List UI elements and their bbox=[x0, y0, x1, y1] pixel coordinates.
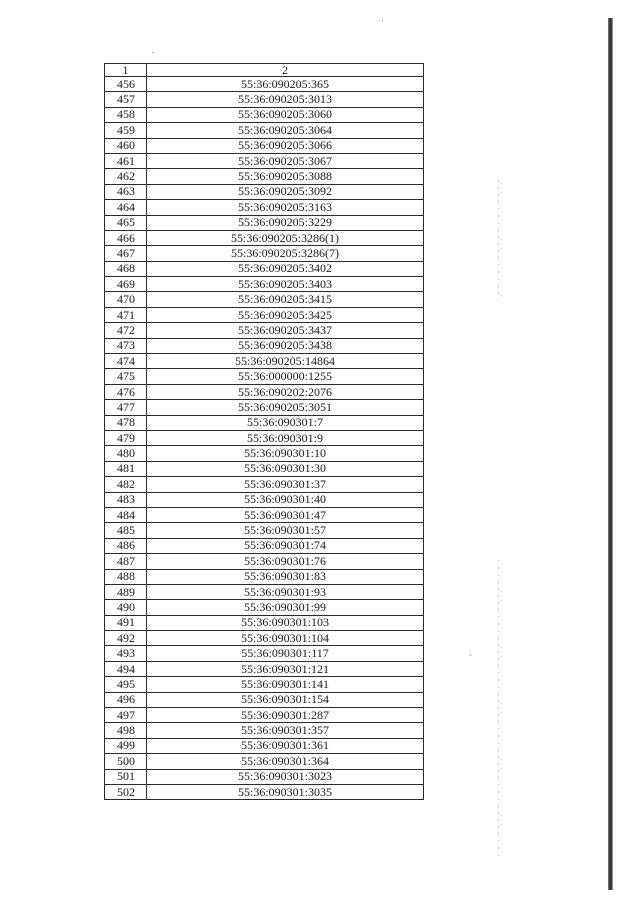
table-row bbox=[105, 461, 424, 476]
table-row bbox=[105, 677, 424, 692]
table-row bbox=[105, 77, 424, 92]
row-index-cell: 495 bbox=[105, 677, 147, 692]
cadastral-number-cell: 55:36:090301:40 bbox=[147, 492, 424, 507]
table-row bbox=[105, 708, 424, 723]
row-index-cell: 473 bbox=[105, 338, 147, 353]
cadastral-number-cell: 55:36:090301:30 bbox=[147, 461, 424, 476]
row-index-cell: 480 bbox=[105, 446, 147, 461]
row-index-cell: 497 bbox=[105, 708, 147, 723]
row-index-cell: 486 bbox=[105, 538, 147, 553]
table-row bbox=[105, 584, 424, 599]
row-index-cell: 465 bbox=[105, 215, 147, 230]
row-index-cell: 467 bbox=[105, 246, 147, 261]
table-row bbox=[105, 400, 424, 415]
table-row bbox=[105, 477, 424, 492]
cadastral-number-cell: 55:36:090205:14864 bbox=[147, 354, 424, 369]
table-row bbox=[105, 692, 424, 707]
table-row bbox=[105, 538, 424, 553]
table-row bbox=[105, 292, 424, 307]
table-body bbox=[105, 77, 424, 800]
cadastral-number-cell: 55:36:090301:9 bbox=[147, 430, 424, 445]
cadastral-number-cell: 55:36:090205:3286(7) bbox=[147, 246, 424, 261]
row-index-cell: 459 bbox=[105, 123, 147, 138]
table-row bbox=[105, 230, 424, 245]
row-index-cell: 496 bbox=[105, 692, 147, 707]
cadastral-number-cell: 55:36:090301:7 bbox=[147, 415, 424, 430]
row-index-cell: 474 bbox=[105, 354, 147, 369]
row-index-cell: 456 bbox=[105, 77, 147, 92]
cadastral-number-cell: 55:36:090301:10 bbox=[147, 446, 424, 461]
table-row bbox=[105, 323, 424, 338]
table-row bbox=[105, 507, 424, 522]
row-index-cell: 498 bbox=[105, 723, 147, 738]
cadastral-number-cell: 55:36:090301:74 bbox=[147, 538, 424, 553]
scan-artifact-line bbox=[498, 560, 499, 860]
row-index-cell: 502 bbox=[105, 784, 147, 799]
row-index-cell: 482 bbox=[105, 477, 147, 492]
scan-speck bbox=[152, 52, 153, 53]
cadastral-number-cell: 55:36:090301:141 bbox=[147, 677, 424, 692]
column-header-number: 2 bbox=[147, 64, 424, 77]
table-row bbox=[105, 554, 424, 569]
cadastral-number-cell: 55:36:090205:3060 bbox=[147, 107, 424, 122]
cadastral-number-cell: 55:36:090205:3163 bbox=[147, 200, 424, 215]
cadastral-number-cell: 55:36:090301:47 bbox=[147, 507, 424, 522]
cadastral-number-cell: 55:36:090205:3438 bbox=[147, 338, 424, 353]
cadastral-number-cell: 55:36:090301:37 bbox=[147, 477, 424, 492]
cadastral-number-cell: 55:36:090205:365 bbox=[147, 77, 424, 92]
cadastral-number-cell: 55:36:090301:76 bbox=[147, 554, 424, 569]
table-row bbox=[105, 369, 424, 384]
cadastral-number-cell: 55:36:090205:3437 bbox=[147, 323, 424, 338]
row-index-cell: 476 bbox=[105, 384, 147, 399]
page-binding-edge bbox=[608, 18, 613, 890]
table-row bbox=[105, 430, 424, 445]
row-index-cell: 478 bbox=[105, 415, 147, 430]
table-row bbox=[105, 784, 424, 799]
row-index-cell: 469 bbox=[105, 277, 147, 292]
row-index-cell: 461 bbox=[105, 153, 147, 168]
cadastral-number-cell: 55:36:090205:3067 bbox=[147, 153, 424, 168]
cadastral-number-cell: 55:36:090205:3092 bbox=[147, 184, 424, 199]
cadastral-number-cell: 55:36:090205:3013 bbox=[147, 92, 424, 107]
row-index-cell: 491 bbox=[105, 615, 147, 630]
cadastral-number-cell: 55:36:090301:357 bbox=[147, 723, 424, 738]
table-row bbox=[105, 631, 424, 646]
cadastral-number-cell: 55:36:090301:93 bbox=[147, 584, 424, 599]
row-index-cell: 460 bbox=[105, 138, 147, 153]
table-row bbox=[105, 723, 424, 738]
cadastral-number-cell: 55:36:090301:3035 bbox=[147, 784, 424, 799]
table-row bbox=[105, 754, 424, 769]
row-index-cell: 487 bbox=[105, 554, 147, 569]
scan-artifact-line bbox=[498, 180, 499, 300]
table-row bbox=[105, 215, 424, 230]
cadastral-number-cell: 55:36:090205:3229 bbox=[147, 215, 424, 230]
row-index-cell: 470 bbox=[105, 292, 147, 307]
row-index-cell: 462 bbox=[105, 169, 147, 184]
table-row bbox=[105, 615, 424, 630]
row-index-cell: 472 bbox=[105, 323, 147, 338]
row-index-cell: 493 bbox=[105, 646, 147, 661]
row-index-cell: 471 bbox=[105, 307, 147, 322]
row-index-cell: 494 bbox=[105, 661, 147, 676]
table-row bbox=[105, 246, 424, 261]
row-index-cell: 501 bbox=[105, 769, 147, 784]
cadastral-number-table bbox=[104, 63, 424, 800]
table-row bbox=[105, 261, 424, 276]
table-row bbox=[105, 600, 424, 615]
cadastral-number-cell: 55:36:090205:3402 bbox=[147, 261, 424, 276]
cadastral-number-cell: 55:36:090301:364 bbox=[147, 754, 424, 769]
cadastral-number-cell: 55:36:090205:3403 bbox=[147, 277, 424, 292]
table-row bbox=[105, 153, 424, 168]
cadastral-number-cell: 55:36:090301:83 bbox=[147, 569, 424, 584]
row-index-cell: 477 bbox=[105, 400, 147, 415]
row-index-cell: 490 bbox=[105, 600, 147, 615]
cadastral-number-cell: 55:36:090301:104 bbox=[147, 631, 424, 646]
table-row bbox=[105, 277, 424, 292]
cadastral-number-cell: 55:36:090205:3066 bbox=[147, 138, 424, 153]
table-row bbox=[105, 92, 424, 107]
row-index-cell: 458 bbox=[105, 107, 147, 122]
table-row bbox=[105, 200, 424, 215]
row-index-cell: 481 bbox=[105, 461, 147, 476]
cadastral-number-cell: 55:36:090205:3051 bbox=[147, 400, 424, 415]
cadastral-number-cell: 55:36:090301:57 bbox=[147, 523, 424, 538]
table-row bbox=[105, 107, 424, 122]
cadastral-number-cell: 55:36:090301:154 bbox=[147, 692, 424, 707]
table-row bbox=[105, 354, 424, 369]
cadastral-number-cell: 55:36:000000:1255 bbox=[147, 369, 424, 384]
row-index-cell: 468 bbox=[105, 261, 147, 276]
scan-speck bbox=[470, 655, 471, 656]
row-index-cell: 492 bbox=[105, 631, 147, 646]
cadastral-number-cell: 55:36:090205:3088 bbox=[147, 169, 424, 184]
table-row bbox=[105, 123, 424, 138]
cadastral-number-cell: 55:36:090205:3286(1) bbox=[147, 230, 424, 245]
table-row bbox=[105, 446, 424, 461]
row-index-cell: 466 bbox=[105, 230, 147, 245]
scan-speck bbox=[382, 20, 383, 21]
row-index-cell: 457 bbox=[105, 92, 147, 107]
row-index-cell: 499 bbox=[105, 738, 147, 753]
row-index-cell: 464 bbox=[105, 200, 147, 215]
cadastral-number-cell: 55:36:090205:3415 bbox=[147, 292, 424, 307]
cadastral-number-cell: 55:36:090202:2076 bbox=[147, 384, 424, 399]
table-row bbox=[105, 338, 424, 353]
cadastral-number-cell: 55:36:090205:3064 bbox=[147, 123, 424, 138]
table-row bbox=[105, 184, 424, 199]
cadastral-number-cell: 55:36:090301:361 bbox=[147, 738, 424, 753]
table-row bbox=[105, 661, 424, 676]
cadastral-number-cell: 55:36:090301:117 bbox=[147, 646, 424, 661]
table-row bbox=[105, 769, 424, 784]
row-index-cell: 483 bbox=[105, 492, 147, 507]
row-index-cell: 489 bbox=[105, 584, 147, 599]
table-row bbox=[105, 492, 424, 507]
cadastral-number-cell: 55:36:090301:3023 bbox=[147, 769, 424, 784]
table-row bbox=[105, 307, 424, 322]
cadastral-number-cell: 55:36:090301:99 bbox=[147, 600, 424, 615]
table-row bbox=[105, 138, 424, 153]
table-row bbox=[105, 384, 424, 399]
row-index-cell: 463 bbox=[105, 184, 147, 199]
table-row bbox=[105, 569, 424, 584]
table-row bbox=[105, 415, 424, 430]
cadastral-number-cell: 55:36:090205:3425 bbox=[147, 307, 424, 322]
column-header-index: 1 bbox=[105, 64, 147, 77]
table-row bbox=[105, 646, 424, 661]
row-index-cell: 500 bbox=[105, 754, 147, 769]
row-index-cell: 488 bbox=[105, 569, 147, 584]
cadastral-number-cell: 55:36:090301:287 bbox=[147, 708, 424, 723]
row-index-cell: 485 bbox=[105, 523, 147, 538]
cadastral-number-cell: 55:36:090301:121 bbox=[147, 661, 424, 676]
row-index-cell: 479 bbox=[105, 430, 147, 445]
table-row bbox=[105, 523, 424, 538]
row-index-cell: 484 bbox=[105, 507, 147, 522]
table-header-row bbox=[105, 64, 424, 77]
row-index-cell: 475 bbox=[105, 369, 147, 384]
table-row bbox=[105, 169, 424, 184]
table-row bbox=[105, 738, 424, 753]
cadastral-number-cell: 55:36:090301:103 bbox=[147, 615, 424, 630]
